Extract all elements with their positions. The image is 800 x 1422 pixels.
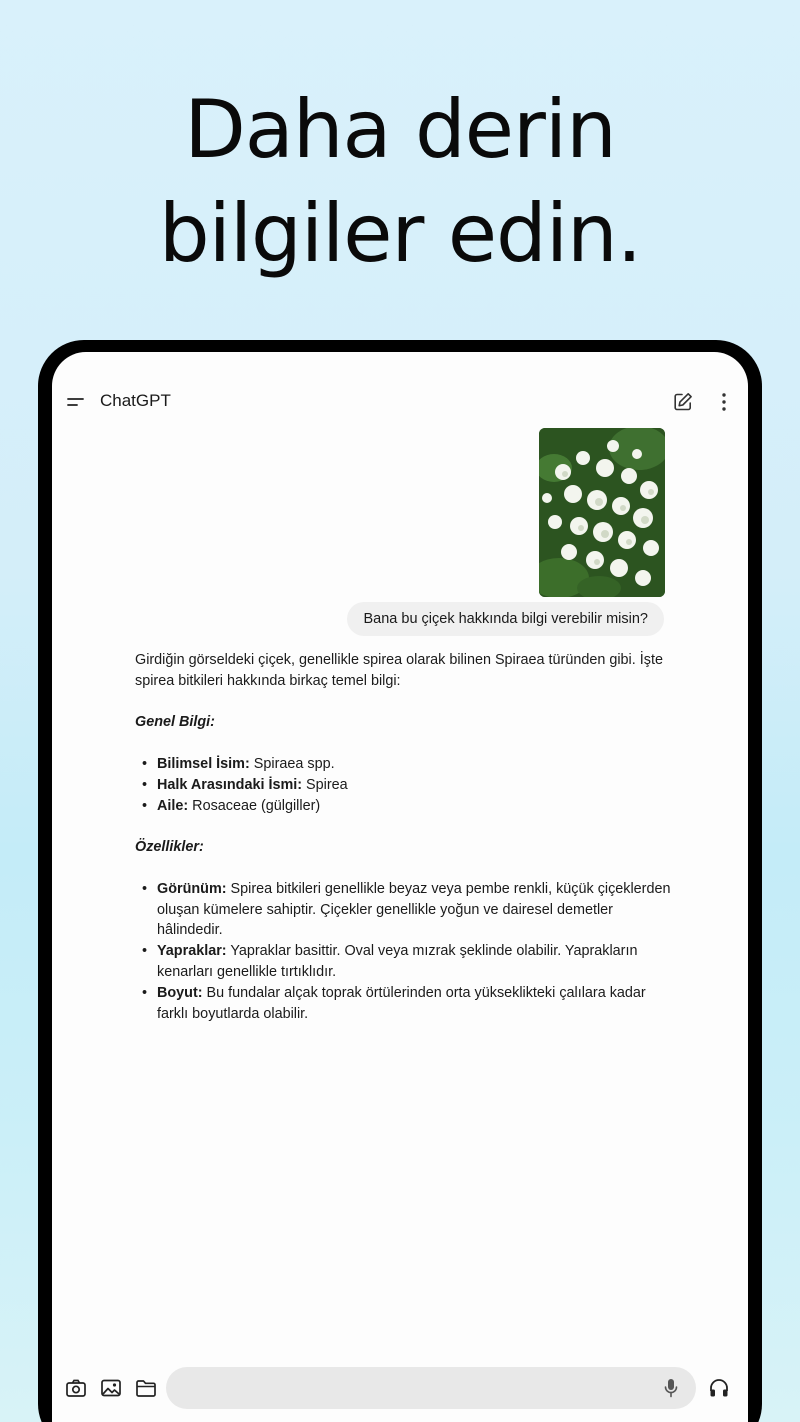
response-intro: Girdiğin görseldeki çiçek, genellikle spirea olarak bilinen Spiraea türünden gibi. İşte spirea bitkileri hakkında birkaç temel bilgi: [135,652,663,689]
general-info-list [135,754,680,816]
list-item: • Aile: Rosaceae (gülgiller) [135,796,680,817]
uploaded-flower-photo[interactable] [539,428,665,597]
section-heading-features: Özellikler: [135,839,204,856]
user-message-bubble: Bana bu çiçek hakkında bilgi verebilir misin? [347,602,664,636]
features-list [135,879,680,1025]
assistant-response [135,650,680,1045]
list-item: • Bilimsel İsim: Spiraea spp. [135,754,680,775]
edit-icon[interactable] [672,391,694,413]
headphones-icon[interactable] [708,1377,730,1399]
message-input[interactable] [166,1367,696,1409]
composer-bar [52,1366,748,1410]
list-item: • Yapraklar: Yapraklar basittir. Oval veya mızrak şeklinde olabilir. Yaprakların kenarları genellikle tırtıklıdır. [135,941,680,983]
image-icon[interactable] [100,1378,122,1398]
list-item: • Boyut: Bu fundalar alçak toprak örtülerinden orta yükseklikteki çalılara kadar farklı boyutlarda olabilir. [135,983,680,1025]
headline-line-1: Daha derin [184,83,616,176]
list-item: • Halk Arasındaki İsmi: Spirea [135,775,680,796]
app-screen [52,352,748,1422]
list-item: • Görünüm: Spirea bitkileri genellikle beyaz veya pembe renkli, küçük çiçeklerden oluşan kümelere sahiptir. Çiçekler genellikle yoğun ve dairesel demetler hâlindedir. [135,879,680,941]
headline-line-2: bilgiler edin. [158,187,642,280]
camera-icon[interactable] [65,1378,87,1398]
app-title[interactable]: ChatGPT [100,391,171,410]
marketing-headline [0,78,800,286]
mic-icon[interactable] [663,1377,679,1399]
menu-icon[interactable] [66,392,86,412]
app-header [52,382,748,422]
folder-icon[interactable] [135,1378,157,1398]
section-heading-general: Genel Bilgi: [135,714,215,731]
more-icon[interactable] [714,391,734,413]
